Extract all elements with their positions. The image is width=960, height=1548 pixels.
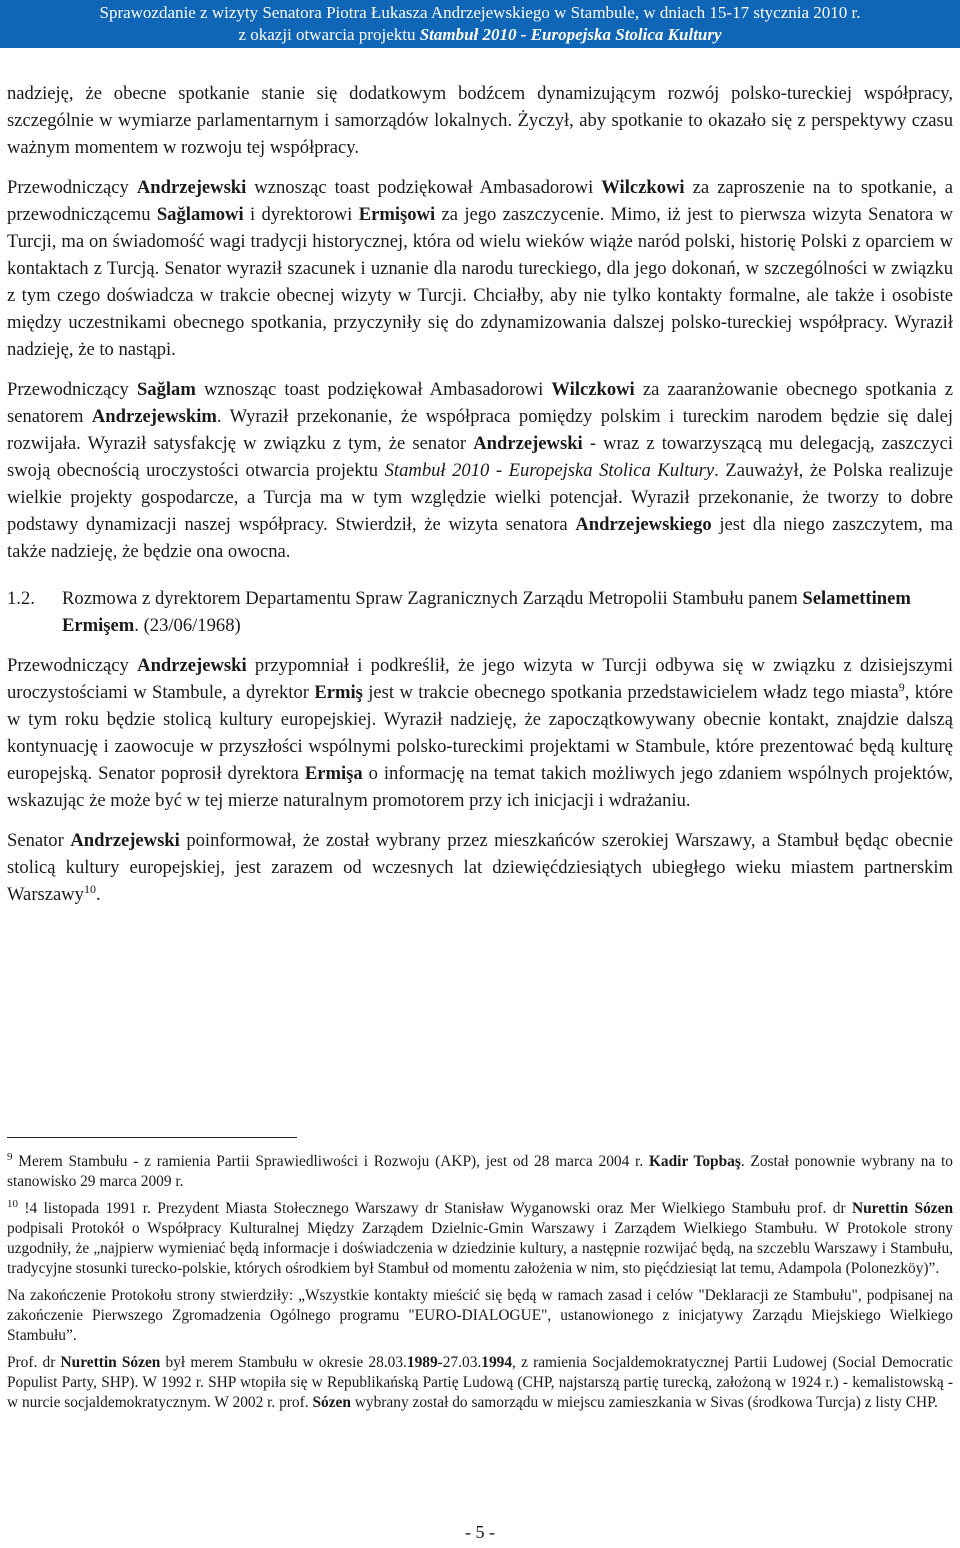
person-name: Andrzejewski [137,655,247,676]
text: za zaaranżowanie obecnego spotkania z senatorem [7,379,953,427]
person-name: Andrzejewskiego [575,514,712,535]
main-content [7,80,953,921]
text: -27.03. [437,1354,482,1371]
paragraph-1: nadzieję, że obecne spotkanie stanie się dodatkowym bodźcem dynamizującym rozwój polsko-tureckiej współpracy, szczególnie w wymiarze parlamentarnym i samorządów lokalnych. Życzył, aby spotkanie to okazało się z perspektywy czasu ważnym momentem w rozwoju tej współpracy. [7,83,953,158]
person-name: Ermişowi [358,204,436,225]
text: . Został ponownie wybrany na to stanowisko 29 marca 2009 r. [7,1153,953,1190]
year: 1989 [406,1354,438,1371]
person-name: Andrzejewski [136,177,247,198]
text: Prof. dr [7,1354,61,1371]
project-title: Stambuł 2010 - Europejska Stolica Kultury [384,460,715,481]
footnote-separator [7,1137,297,1138]
footnote-10-continued: Na zakończenie Protokołu strony stwierdziły: „Wszystkie kontakty mieścić się będą w ramach zasad i celów "Deklaracji ze Stambułu", podpisanej na zakończenie Pierwszego Zgromadzenia Ogólnego programu "EURO-DIALOGUE", ustanowionego z inicjatywy Zarządu Miejskiego Wielkiego Stambułu”. [7,1287,953,1344]
header-project-title: Stambuł 2010 - Europejska Stolica Kultury [419,25,722,44]
footnote-ref-9[interactable]: 9 [898,679,905,694]
person-name: Selamettinem Ermişem [62,588,911,636]
text: jest w trakcie obecnego spotkania przedstawicielem władz tego miasta [362,682,899,703]
person-name: Andrzejewski [70,830,180,851]
text: i dyrektorowi [243,204,359,225]
text: był merem Stambułu w okresie 28.03. [160,1354,407,1371]
footnote-mark: 9 [7,1150,13,1163]
text: za jego zaszczycenie. Mimo, iż jest to pierwsza wizyta Senatora w Turcji, ma on świadomość wagi tradycji historycznej, która od wielu wieków wiąże naród polski, historię Polski z oparciem w kontaktach z Turcją. Senator wyraził szacunek i uznanie dla narodu tureckiego, dla jego dokonań, w szczególności w związku z tym czego doświadcza w trakcie obecnej wizyty w Turcji. Chciałby, aby nie tylko kontakty formalne, ale także i osobiste między uczestnikami obecnego spotkania, przyczyniły się do zdynamizowania dalszej polsko-tureckiej współpracy. Wyraził nadzieję, że to nastąpi. [7,204,953,360]
person-name: Sağlamowi [156,204,244,225]
text: . (23/06/1968) [134,615,241,636]
text: Senator [7,830,71,851]
text: wybrany został do samorządu w miejscu zamieszkania w Sivas (środkowa Turcja) z listy CHP. [350,1394,938,1411]
text: Rozmowa z dyrektorem Departamentu Spraw Zagranicznych Zarządu Metropolii Stambułu panem [62,588,803,609]
text: , z ramienia Socjaldemokratycznej Partii Ludowej (Social Democratic Populist Party, SHP). W 1992 r. SHP wtopiła się w Republikańską Partię Ludową (CHP, najstarszą partię turecką, założoną w 1924 r.) - kemalistowską - w nurcie socjaldemokratycznym. W 2002 r. prof. [7,1354,954,1411]
section-title [62,585,953,639]
person-name: Sózen [312,1394,351,1411]
footnotes [7,1152,953,1420]
text: o informację na temat takich możliwych jego zdaniem wspólnych projektów, wskazując że może być w tej mierze naturalnym promotorem przy ich inicjacji i wdrażaniu. [7,763,953,811]
person-name: Nurettin Sózen [851,1200,954,1217]
footnote-ref-10[interactable]: 10 [83,881,96,896]
paragraph-5 [7,827,953,908]
page-number: - 5 - [465,1522,495,1542]
person-name: Kadir Topbaş [648,1153,741,1170]
footnote-10 [7,1199,953,1279]
year: 1994 [481,1354,513,1371]
section-heading [7,585,953,639]
text: - wraz z towarzyszącą mu delegacją, zaszczyci swoją obecnością uroczystości otwarcia projektu [7,433,953,481]
paragraph-2 [7,174,953,363]
text: wznosząc toast podziękował Ambasadorowi [195,379,552,400]
running-header [0,0,960,48]
text: . [95,884,101,905]
text: jest dla niego zaszczytem, ma także nadzieję, że będzie ona owocna. [7,514,953,562]
person-name: Ermiş [314,682,363,703]
footnote-mark: 10 [7,1197,18,1210]
header-line-1: Sprawozdanie z wizyty Senatora Piotra Łukasza Andrzejewskiego w Stambule, w dniach 15-17 stycznia 2010 r. [99,3,861,22]
person-name: Nurettin Sózen [60,1354,161,1371]
footnote-10-continued-2 [7,1353,953,1413]
text: . Zauważył, że Polska realizuje wielkie projekty gospodarcze, a Turcja ma w tym względzie wielki potencjał. Wyraził przekonanie, że tworzy to dobre podstawy dynamizacji naszej współpracy. Stwierdził, że wizyta senatora [7,460,954,535]
header-line-2 [0,24,960,46]
paragraph-4 [7,652,953,814]
text: !4 listopada 1991 r. Prezydent Miasta Stołecznego Warszawy dr Stanisław Wyganowski oraz Mer Wielkiego Stambułu prof. dr [18,1200,852,1217]
text: poinformował, że został wybrany przez mieszkańców szerokiej Warszawy, a Stambuł będąc obecnie stolicą kultury europejskiej, jest zarazem od wczesnych lat dziewięćdziesiątych ubiegłego wieku miastem partnerskim Warszawy [7,830,953,905]
text: , które w tym roku będzie stolicą kultury europejskiej. Wyraził nadzieję, że zapoczątkowywany obecnie kontakt, znajdzie dalszą kontynuację i zaowocuje w przyszłości wspólnymi polsko-tureckimi projektami w Stambule, które prezentować będą kulturę europejską. Senator poprosił dyrektora [7,682,953,784]
paragraph-3 [7,376,953,565]
text: . Wyraził przekonanie, że współpraca pomiędzy polskim i tureckim narodem będzie się dalej rozwijała. Wyraził satysfakcję w związku z tym, że senator [7,406,953,454]
text: Przewodniczący [7,379,137,400]
text: Przewodniczący [7,177,137,198]
person-name: Wilczkowi [551,379,635,400]
text: przypomniał i podkreślił, że jego wizyta w Turcji odbywa się w związku z dzisiejszymi uroczystościami w Stambule, a dyrektor [7,655,953,703]
section-number: 1.2. [7,588,35,609]
footnote-9 [7,1152,953,1192]
header-prefix: z okazji otwarcia projektu [238,25,420,44]
person-name: Wilczkowi [601,177,685,198]
text: podpisali Protokół o Współpracy Kulturalnej Między Zarządem Dzielnic-Gmin Warszawy i Zarządem Wielkiego Stambułu. W Protokole strony uzgodniły, że „najpierw wymieniać będą informacje i doświadczenia w dziedzinie kultury, a następnie rozwijać będą, na szczeblu Warszawy i Stambułu, tradycyjne stosunki turecko-polskie, których ośrodkiem był Stambuł od momentu założenia w nim, sto pięćdziesiąt lat temu, Adampola (Polonezköy)”. [7,1220,953,1277]
person-name: Ermişa [304,763,363,784]
person-name: Andrzejewski [473,433,583,454]
text: Przewodniczący [7,655,138,676]
person-name: Andrzejewskim [91,406,217,427]
text: za zaproszenie na to spotkanie, a przewodniczącemu [7,177,953,225]
text: Merem Stambułu - z ramienia Partii Sprawiedliwości i Rozwoju (AKP), jest od 28 marca 2004 r. [12,1153,649,1170]
person-name: Sağlam [136,379,196,400]
text: wznosząc toast podziękował Ambasadorowi [246,177,602,198]
